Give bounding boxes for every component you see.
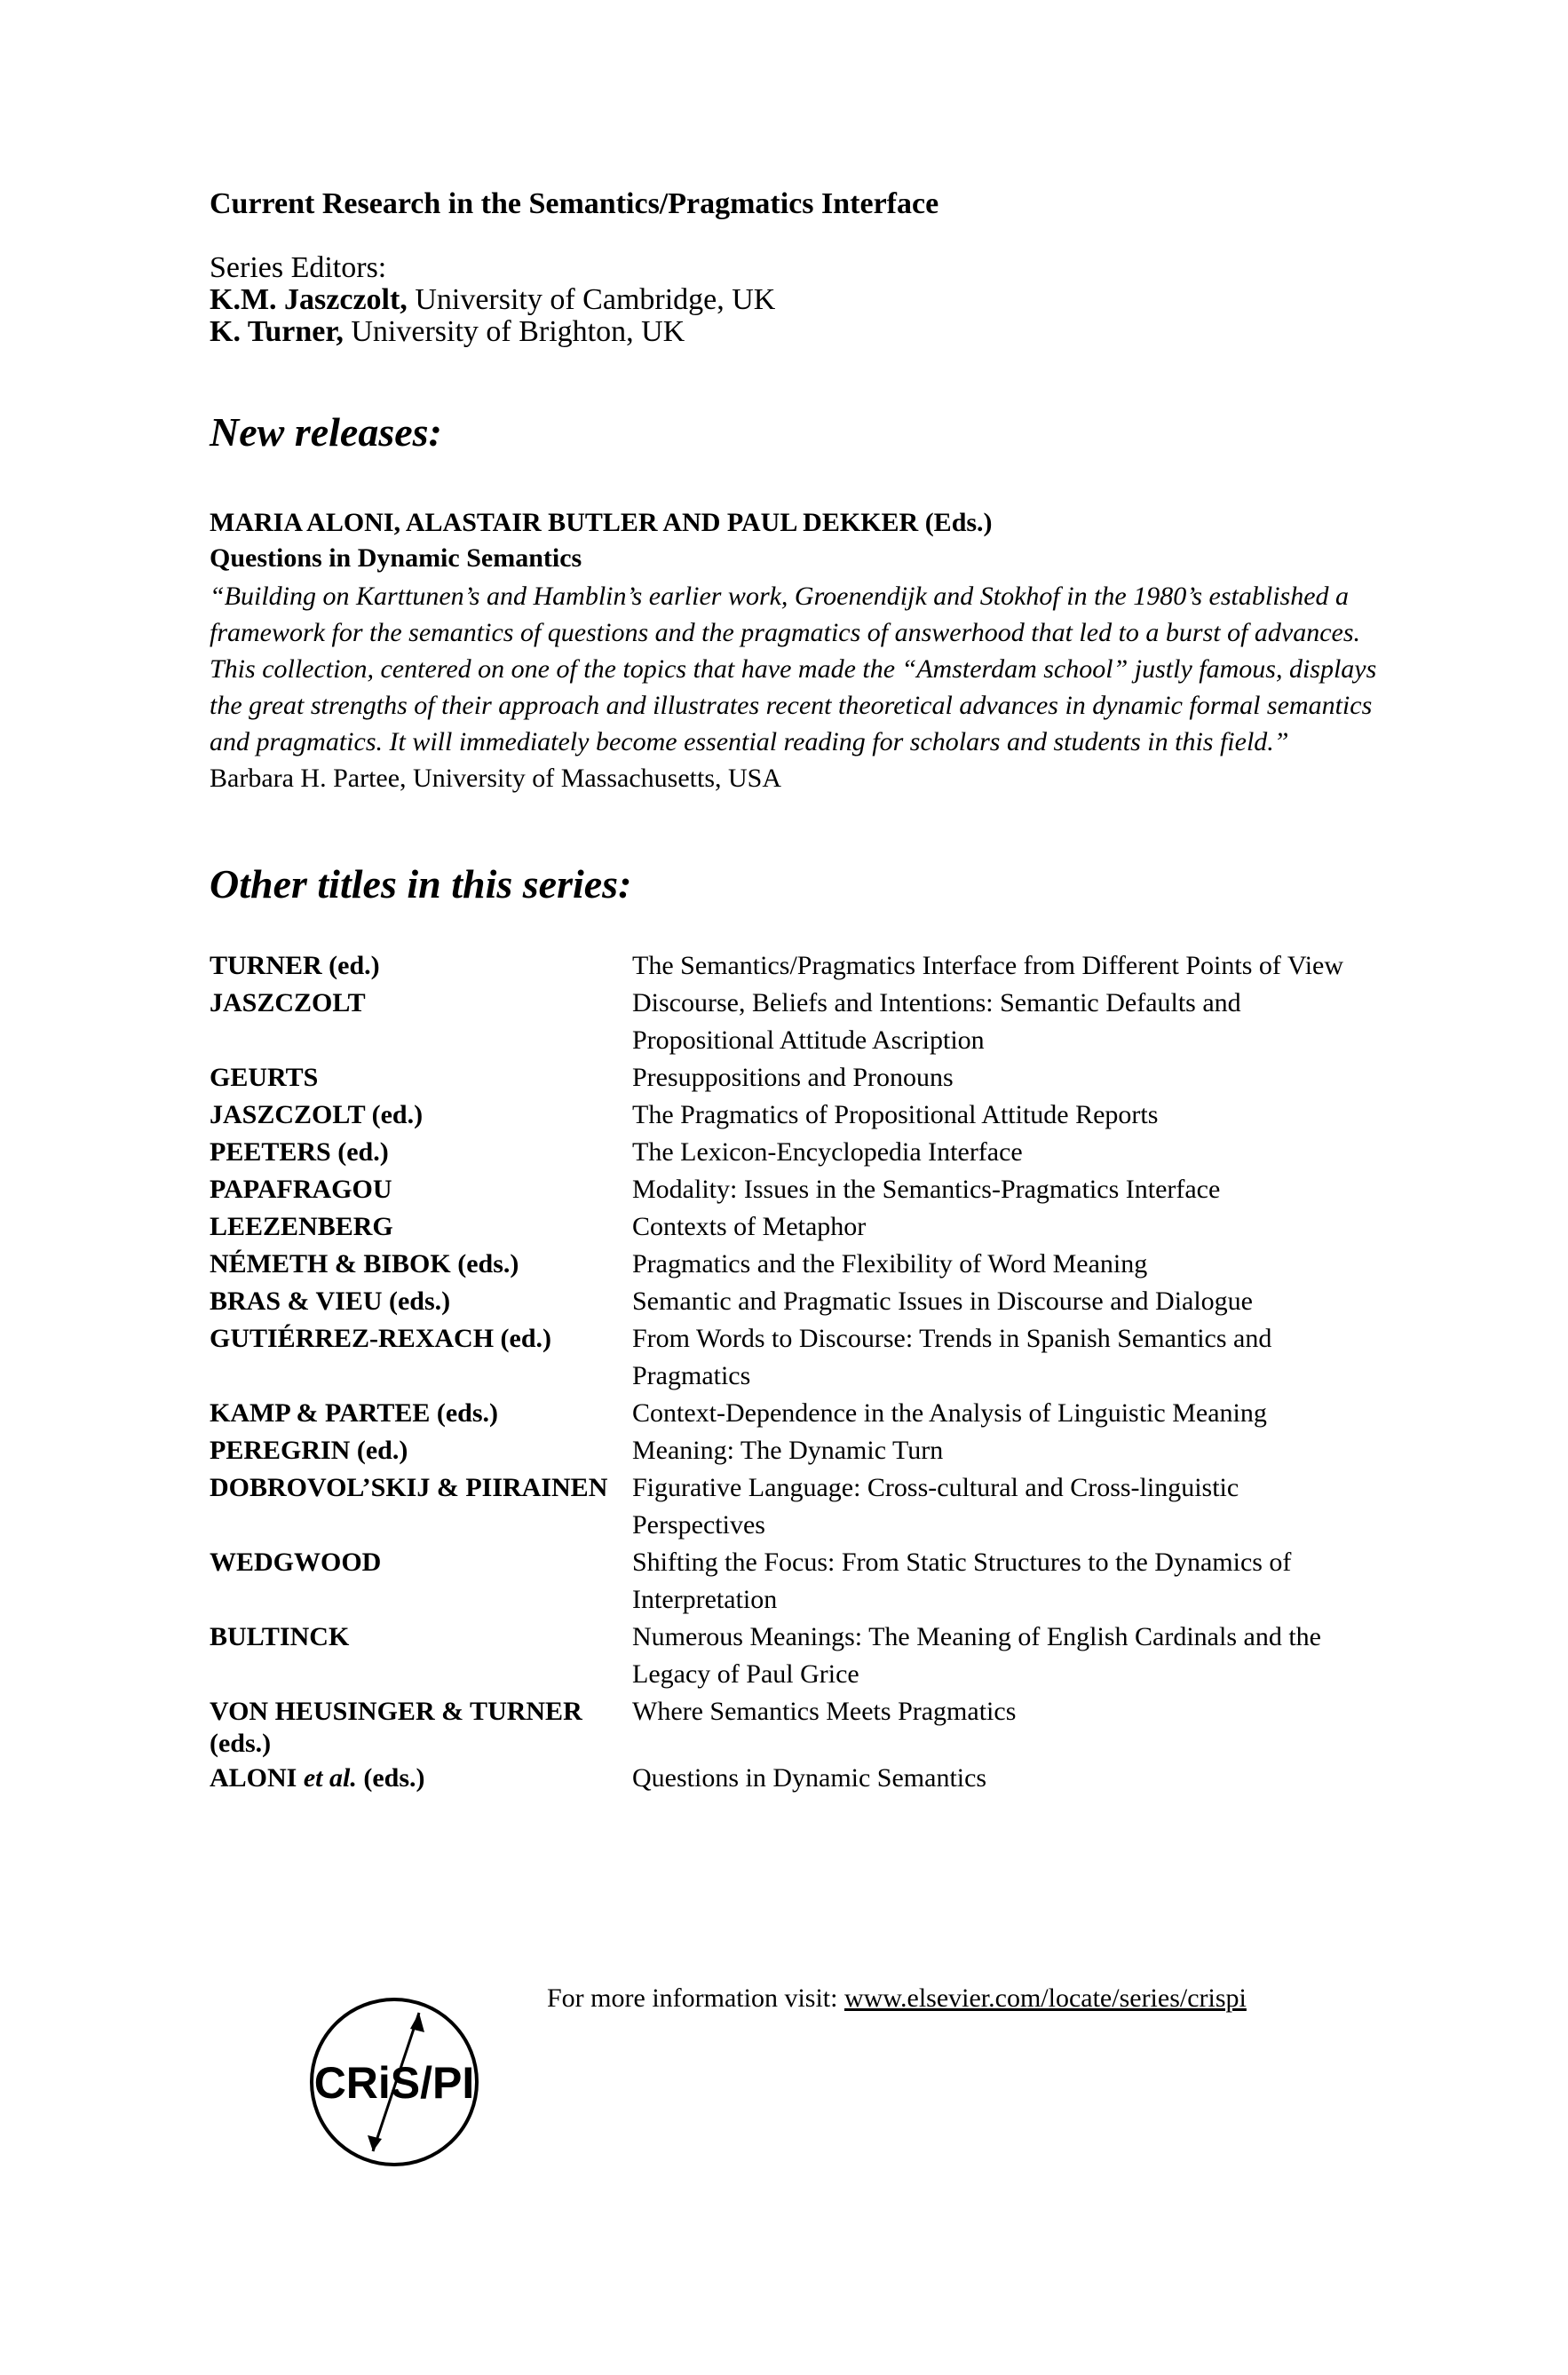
book-title: Modality: Issues in the Semantics-Pragmatics Interface bbox=[632, 1175, 1221, 1204]
editor-name: K.M. Jaszczolt, bbox=[210, 283, 408, 316]
author-part: (eds.) bbox=[356, 1763, 425, 1793]
more-info-line bbox=[547, 1981, 1247, 2016]
author-part: ALONI bbox=[210, 1763, 304, 1793]
title-author: NÉMETH & BIBOK (eds.) bbox=[210, 1249, 519, 1279]
book-title: Figurative Language: Cross-cultural and Cross-linguistic Perspectives bbox=[632, 1473, 1239, 1540]
title-author bbox=[210, 1760, 632, 1797]
editor-line bbox=[210, 316, 1390, 348]
author-part: et al. bbox=[303, 1763, 357, 1793]
editors-label: Series Editors: bbox=[210, 251, 387, 284]
new-release-title: Questions in Dynamic Semantics bbox=[210, 543, 582, 573]
book-title: The Lexicon-Encyclopedia Interface bbox=[632, 1137, 1023, 1167]
editor-affiliation: University of Cambridge, UK bbox=[407, 283, 776, 316]
book-title: Meaning: The Dynamic Turn bbox=[632, 1436, 944, 1465]
book-title: The Pragmatics of Propositional Attitude Reports bbox=[632, 1100, 1159, 1129]
title-author: KAMP & PARTEE (eds.) bbox=[210, 1398, 499, 1428]
book-title: Shifting the Focus: From Static Structures to the Dynamics of Interpretation bbox=[632, 1548, 1292, 1614]
title-author: DOBROVOL’SKIJ & PIIRAINEN bbox=[210, 1473, 608, 1502]
series-editors bbox=[210, 252, 1390, 348]
title-author: BRAS & VIEU (eds.) bbox=[210, 1286, 451, 1316]
book-title: Questions in Dynamic Semantics bbox=[632, 1763, 987, 1793]
title-author: PEREGRIN (ed.) bbox=[210, 1436, 408, 1465]
endorsement-attribution: Barbara H. Partee, University of Massachusetts, USA bbox=[210, 764, 782, 793]
book-title: The Semantics/Pragmatics Interface from Different Points of View bbox=[632, 951, 1344, 980]
logo-text: CRiS/PI bbox=[313, 2058, 475, 2108]
title-author: TURNER (ed.) bbox=[210, 951, 380, 980]
editor-affiliation: University of Brighton, UK bbox=[343, 315, 685, 348]
editor-name: K. Turner, bbox=[210, 315, 344, 348]
book-title: Semantic and Pragmatic Issues in Discourse and Dialogue bbox=[632, 1286, 1253, 1316]
page-content bbox=[210, 186, 1390, 1797]
book-title: Presuppositions and Pronouns bbox=[632, 1063, 954, 1092]
other-titles-heading: Other titles in this series: bbox=[210, 861, 632, 906]
book-title: Where Semantics Meets Pragmatics bbox=[632, 1697, 1017, 1726]
title-author: WEDGWOOD bbox=[210, 1548, 382, 1577]
more-info-label: For more information visit: bbox=[547, 1983, 844, 2013]
title-author: GUTIÉRREZ-REXACH (ed.) bbox=[210, 1324, 552, 1353]
book-title: Pragmatics and the Flexibility of Word Meaning bbox=[632, 1249, 1148, 1279]
editor-line bbox=[210, 284, 1390, 316]
title-author: JASZCZOLT bbox=[210, 988, 366, 1017]
book-title: Numerous Meanings: The Meaning of English Cardinals and the Legacy of Paul Grice bbox=[632, 1622, 1321, 1689]
book-title: From Words to Discourse: Trends in Spanish Semantics and Pragmatics bbox=[632, 1324, 1272, 1390]
endorsement-quote: “Building on Karttunen’s and Hamblin’s earlier work, Groenendijk and Stokhof in the 1980’s established a framework for the semantics of questions and the pragmatics of answerhood that led to a burst of advances. This collection, centered on one of the topics that have made the “Amsterdam school” justly famous, displays the great strengths of their approach and illustrates recent theoretical advances in dynamic formal semantics and pragmatics. It will immediately become essential reading for scholars and students in this field.” bbox=[210, 582, 1377, 756]
book-title: Discourse, Beliefs and Intentions: Semantic Defaults and Propositional Attitude Ascription bbox=[632, 988, 1241, 1055]
title-author: VON HEUSINGER & TURNER (eds.) bbox=[210, 1697, 582, 1758]
title-author: LEEZENBERG bbox=[210, 1212, 393, 1241]
footer bbox=[305, 1975, 1371, 2206]
new-release-authors: MARIA ALONI, ALASTAIR BUTLER AND PAUL DEKKER (Eds.) bbox=[210, 508, 993, 537]
title-author: BULTINCK bbox=[210, 1622, 350, 1651]
new-releases-heading: New releases: bbox=[210, 409, 442, 455]
other-titles-list bbox=[210, 947, 1390, 1797]
book-title: Contexts of Metaphor bbox=[632, 1212, 867, 1241]
title-author: GEURTS bbox=[210, 1063, 319, 1092]
title-author: PAPAFRAGOU bbox=[210, 1175, 392, 1204]
series-url-link[interactable]: www.elsevier.com/locate/series/crispi bbox=[843, 1983, 1247, 2013]
title-author: JASZCZOLT (ed.) bbox=[210, 1100, 424, 1129]
book-title: Context-Dependence in the Analysis of Linguistic Meaning bbox=[632, 1398, 1267, 1428]
crispi-logo bbox=[305, 1993, 483, 2171]
title-author: PEETERS (ed.) bbox=[210, 1137, 389, 1167]
series-title: Current Research in the Semantics/Pragmatics Interface bbox=[210, 187, 939, 220]
